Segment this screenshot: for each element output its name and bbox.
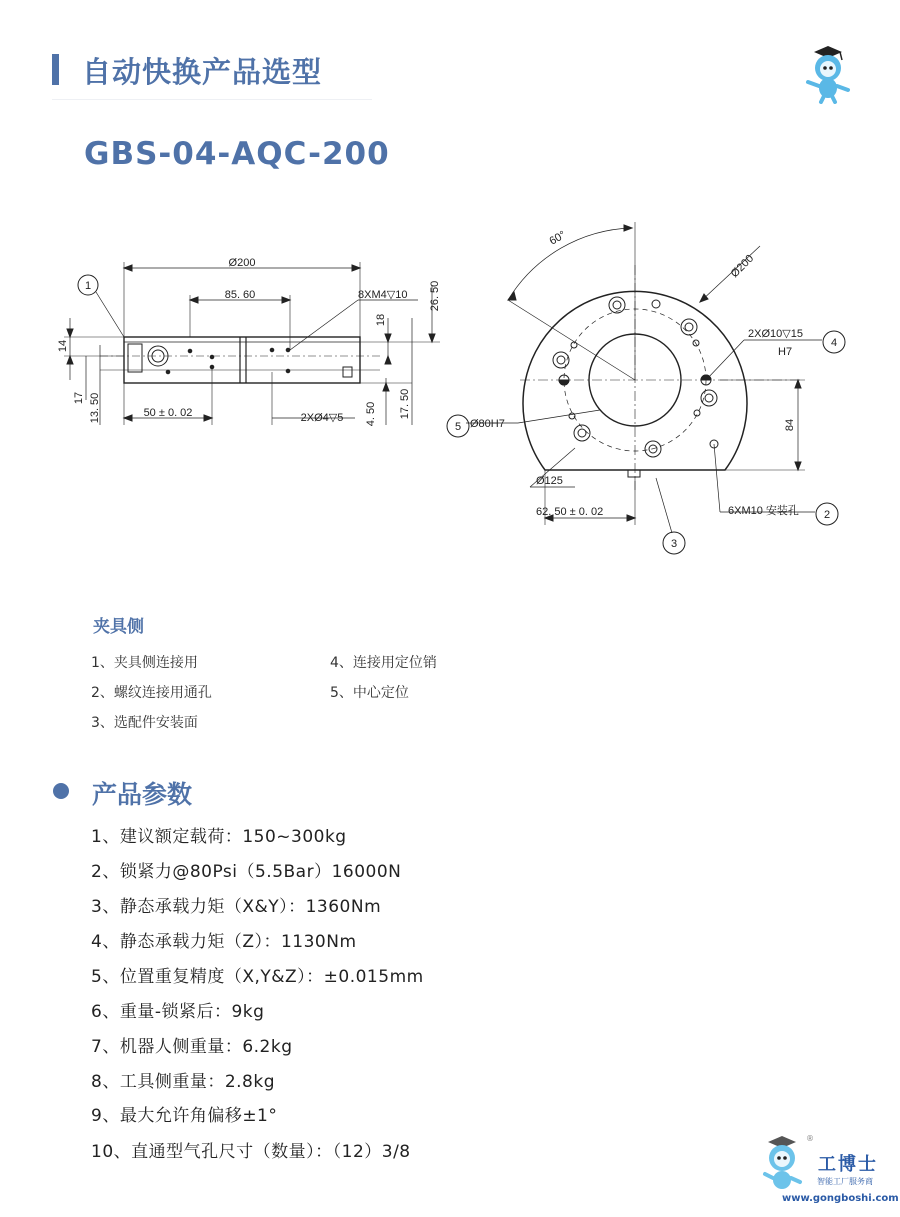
header-divider [52,99,372,100]
param-item: 7、机器人侧重量：6.2kg [91,1037,293,1057]
legend-item: 2、螺纹连接用通孔 [91,685,212,701]
dim-26-50: 26. 50 [429,280,441,312]
bore-80: Ø80H7 [470,418,505,430]
watermark-url: www.gongboshi.com [782,1193,899,1204]
dim-17-50: 17. 50 [399,388,411,420]
dim-18: 18 [375,313,387,327]
callout-1: 1 [84,280,92,292]
page-title: 自动快换产品选型 [82,55,323,89]
param-item: 10、直通型气孔尺寸（数量）：（12）3/8 [91,1142,411,1162]
dim-62-50: 62. 50 ± 0. 02 [536,506,604,518]
param-item: 9、最大允许角偏移±1° [91,1106,278,1126]
model-number: GBS-04-AQC-200 [84,136,390,172]
callout-2: 2 [823,509,831,521]
dim-17: 17 [73,391,85,405]
dim-85-60: 85. 60 [224,289,256,301]
param-item: 5、位置重复精度（X,Y&Z）：±0.015mm [91,967,424,987]
param-item: 4、静态承载力矩（Z）：1130Nm [91,932,357,952]
pcd-125: Ø125 [536,475,563,487]
mount-6xm10: 6XM10 安装孔 [728,505,799,517]
dim-84: 84 [784,418,796,432]
watermark-brand: 工博士 [818,1154,878,1175]
section-bullet-icon [53,783,69,799]
dim-dia-200-side: Ø200 [228,257,256,269]
side-view [64,262,440,425]
mascot-icon [800,44,858,104]
dim-4-50: 4. 50 [365,401,377,427]
legend-item: 5、中心定位 [330,685,409,701]
header-accent-bar [52,54,59,85]
params-title: 产品参数 [92,780,193,809]
registered-mark: ® [806,1134,814,1143]
param-item: 6、重量-锁紧后：9kg [91,1002,265,1022]
technical-drawing [40,210,860,570]
param-item: 2、锁紧力@80Psi（5.5Bar）16000N [91,862,402,882]
pin-2x10: 2XØ10▽15 [748,328,803,340]
legend-item: 1、夹具侧连接用 [91,655,198,671]
pin-h7: H7 [778,346,793,358]
hole-2x4: 2XØ4▽5 [300,412,344,424]
legend-item: 3、选配件安装面 [91,715,198,731]
callout-5: 5 [454,421,462,433]
param-item: 3、静态承载力矩（X&Y）：1360Nm [91,897,382,917]
thread-8xm4: 8XM4▽10 [358,289,408,301]
legend-title: 夹具侧 [93,617,144,637]
dim-dia-200-top: Ø200 [728,252,757,281]
callout-3: 3 [670,538,678,550]
param-item: 8、工具侧重量：2.8kg [91,1072,275,1092]
dim-50: 50 ± 0. 02 [143,407,193,419]
watermark-subtitle: 智能工厂服务商 [817,1177,873,1186]
callout-4: 4 [830,337,838,349]
dim-14: 14 [57,339,69,353]
angle-60: 60° [547,228,568,248]
legend-item: 4、连接用定位销 [330,655,437,671]
param-item: 1、建议额定载荷：150~300kg [91,827,347,847]
top-view-labels [455,229,837,550]
dim-13-50: 13. 50 [89,392,101,424]
